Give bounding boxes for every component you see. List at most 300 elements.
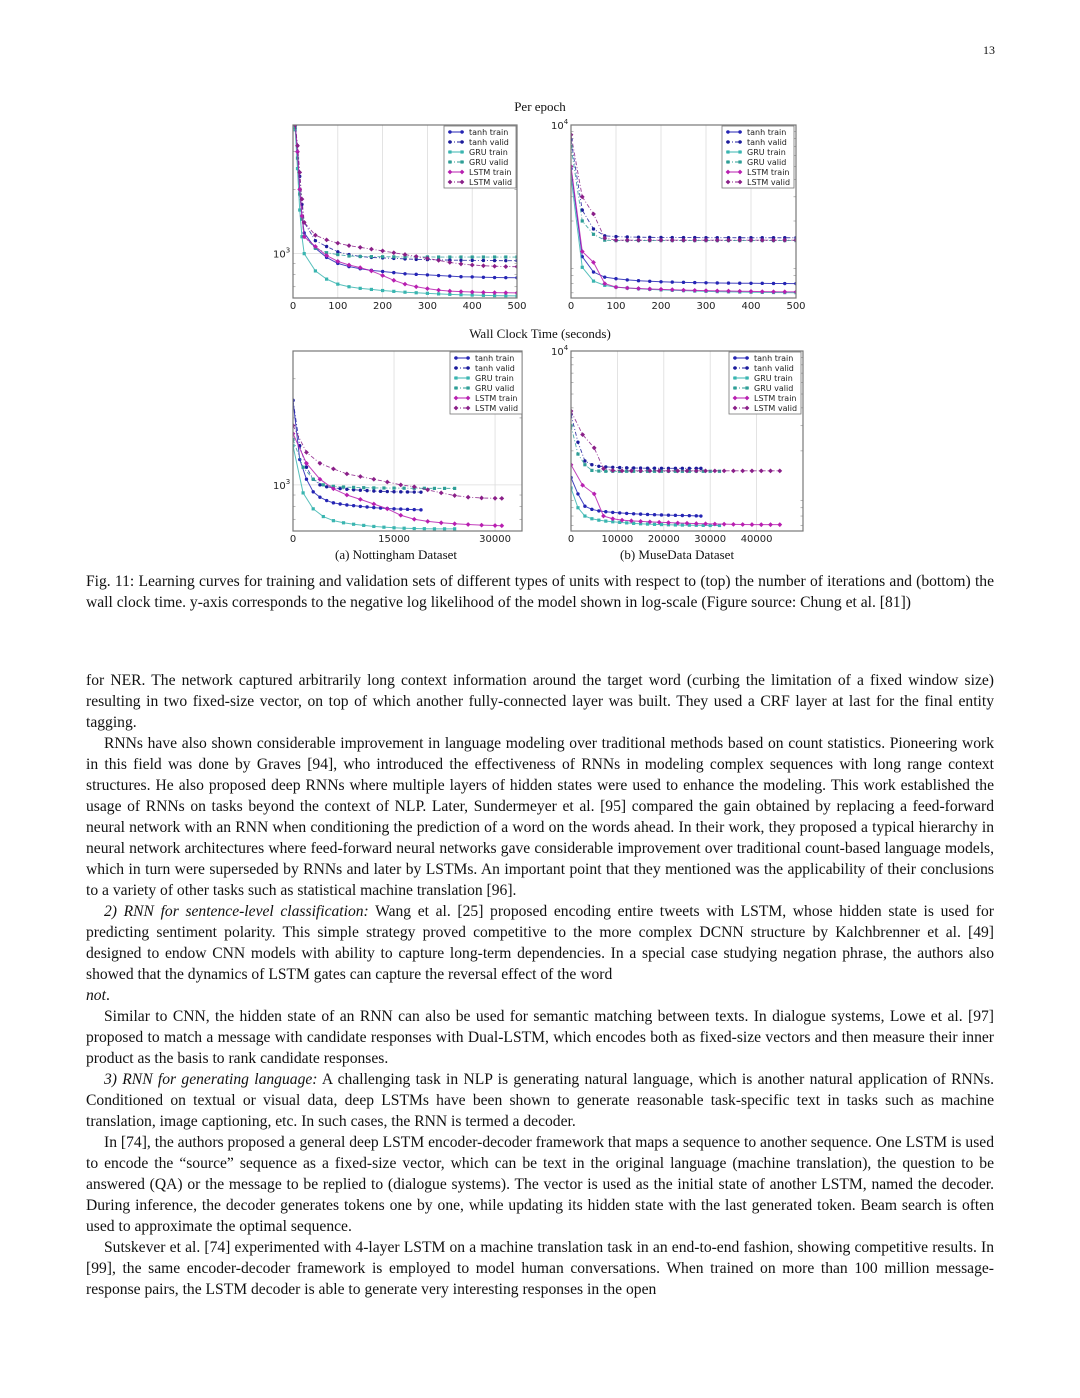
legend-marker xyxy=(454,356,457,359)
data-point-tanh-valid xyxy=(625,466,628,469)
legend-marker xyxy=(448,130,451,133)
data-point-lstm-train xyxy=(470,290,475,295)
data-point-lstm-train xyxy=(726,289,731,294)
data-point-lstm-train xyxy=(704,288,709,293)
data-point-tanh-valid xyxy=(493,259,496,262)
data-point-tanh-train xyxy=(359,505,362,508)
data-point-tanh-valid xyxy=(406,490,409,493)
data-point-lstm-valid xyxy=(439,490,444,495)
data-point-tanh-train xyxy=(625,512,628,515)
data-point-tanh-valid xyxy=(688,467,691,470)
data-point-tanh-train xyxy=(471,275,474,278)
data-point-lstm-valid xyxy=(749,238,754,243)
data-point-gru-train xyxy=(382,526,385,529)
data-point-lstm-valid xyxy=(659,238,664,243)
data-point-tanh-train xyxy=(681,514,684,517)
data-point-lstm-train xyxy=(670,287,675,292)
data-point-lstm-train xyxy=(759,522,764,527)
legend-label: GRU valid xyxy=(754,384,794,393)
body-text xyxy=(86,670,994,1300)
data-point-tanh-train xyxy=(648,280,651,283)
data-point-tanh-train xyxy=(437,274,440,277)
data-point-gru-train xyxy=(392,526,395,529)
data-point-tanh-train xyxy=(312,490,315,493)
data-point-tanh-valid xyxy=(699,467,702,470)
x-tick-label: 0 xyxy=(289,534,297,545)
section-heading: 2) RNN for sentence-level classification: xyxy=(104,903,369,920)
data-point-tanh-train xyxy=(381,270,384,273)
data-point-gru-valid xyxy=(590,469,593,472)
data-point-lstm-valid xyxy=(722,468,727,473)
chart-nottingham-wallclock xyxy=(273,351,522,545)
y-tick-label: $10^3$ xyxy=(273,477,291,492)
data-point-tanh-train xyxy=(695,514,698,517)
figure-caption: Fig. 11: Learning curves for training and validation sets of different types of units with respect to (top) the number of iterations and (bottom) the wall clock time. y-axis corresponds to the negative log likelihood of the model shown in log-scale (Figure source: Chung et al. [81]) xyxy=(86,573,994,611)
paragraph: Similar to CNN, the hidden state of an RNN can also be used for semantic matching between texts. In dialogue systems, Lowe et al. [97] proposed to match a message with candidate responses with Dual-LSTM, which encodes both as fixed-size vectors and then measure their inner product as the basis to rank candidate responses. xyxy=(86,1008,994,1067)
data-point-gru-valid xyxy=(336,253,339,256)
data-point-tanh-train xyxy=(338,502,341,505)
chart-nottingham-epoch xyxy=(273,123,527,312)
data-point-lstm-train xyxy=(425,519,430,524)
legend-marker xyxy=(745,376,748,379)
data-point-lstm-valid xyxy=(704,238,709,243)
data-point-gru-valid xyxy=(370,255,373,258)
data-point-tanh-valid xyxy=(653,467,656,470)
data-point-gru-train xyxy=(314,269,317,272)
legend-marker xyxy=(726,140,729,143)
data-point-tanh-train xyxy=(699,514,702,517)
data-point-tanh-valid xyxy=(314,239,317,242)
legend-marker xyxy=(726,150,729,153)
data-point-gru-valid xyxy=(493,255,496,258)
data-point-lstm-train xyxy=(466,522,471,527)
data-point-lstm-train xyxy=(610,516,615,521)
data-point-gru-train xyxy=(413,527,416,530)
data-point-gru-train xyxy=(372,525,375,528)
data-point-gru-valid xyxy=(482,255,485,258)
data-point-lstm-valid xyxy=(447,260,452,265)
legend-marker xyxy=(460,140,463,143)
data-point-lstm-valid xyxy=(324,237,329,242)
legend-marker xyxy=(454,376,457,379)
data-point-gru-train xyxy=(433,527,436,530)
data-point-gru-train xyxy=(359,287,362,290)
data-point-lstm-valid xyxy=(647,238,652,243)
data-point-lstm-train xyxy=(481,290,486,295)
data-point-lstm-valid xyxy=(592,445,597,450)
data-point-gru-train xyxy=(392,290,395,293)
data-point-lstm-valid xyxy=(670,238,675,243)
paragraph: Sutskever et al. [74] experimented with 4-layer LSTM on a machine translation task in an end-to-end fashion, showing competitive results. In [99], the same encoder-decoder framework is employed to model human conversations. When trained on more than 100 million message-response pairs, the LSTM decoder is able to generate very interesting responses in the open xyxy=(86,1239,994,1298)
x-tick-label: 0 xyxy=(289,301,297,312)
data-point-tanh-valid xyxy=(576,441,579,444)
data-point-gru-train xyxy=(332,519,335,522)
data-point-tanh-train xyxy=(305,478,308,481)
data-point-lstm-valid xyxy=(347,243,352,248)
data-point-lstm-train xyxy=(436,288,441,293)
data-point-tanh-valid xyxy=(646,466,649,469)
data-point-gru-valid xyxy=(392,486,395,489)
x-tick-label: 200 xyxy=(651,301,671,312)
data-point-gru-valid xyxy=(352,486,355,489)
data-point-lstm-train xyxy=(715,288,720,293)
data-point-lstm-valid xyxy=(760,238,765,243)
data-point-tanh-valid xyxy=(681,467,684,470)
data-point-lstm-train xyxy=(412,517,417,522)
data-point-lstm-train xyxy=(479,523,484,528)
data-point-tanh-valid xyxy=(338,487,341,490)
data-point-tanh-train xyxy=(716,281,719,284)
legend-label: tanh train xyxy=(475,354,515,363)
data-point-lstm-valid xyxy=(750,468,755,473)
data-point-gru-train xyxy=(592,280,595,283)
legend-marker xyxy=(745,366,748,369)
legend-label: tanh valid xyxy=(747,138,787,147)
data-point-lstm-train xyxy=(731,522,736,527)
legend-label: tanh valid xyxy=(475,364,515,373)
data-point-gru-valid xyxy=(342,485,345,488)
paragraph-section-2 xyxy=(86,901,994,1006)
data-point-lstm-valid xyxy=(403,252,408,257)
x-tick-label: 500 xyxy=(786,301,806,312)
data-point-lstm-valid xyxy=(466,495,471,500)
legend-label: GRU train xyxy=(469,148,508,157)
data-point-tanh-valid xyxy=(413,490,416,493)
data-point-gru-valid xyxy=(504,255,507,258)
paragraph: In [74], the authors proposed a general deep LSTM encoder-decoder framework that maps a sequence to another sequence. One LSTM is used to encode the “source” sequence as a fixed-size vector, which can be text in the original language (machine translation), the question to be answered (QA) or the message to be replied to (dialogue systems). The vector is used as the initial state of another LSTM, named the decoder. During inference, the decoder generates tokens one by one, while updating its hidden state with the last generated token. Beam search is often used to approximate the optimal sequence. xyxy=(86,1134,994,1235)
data-point-tanh-valid xyxy=(325,245,328,248)
data-point-tanh-train xyxy=(590,508,593,511)
legend-label: LSTM valid xyxy=(469,178,513,187)
x-tick-label: 400 xyxy=(741,301,761,312)
legend-marker xyxy=(733,386,736,389)
data-point-tanh-train xyxy=(603,275,606,278)
figure-bottom-title: Wall Clock Time (seconds) xyxy=(469,326,611,341)
paragraph-text: . xyxy=(105,987,110,1004)
data-point-tanh-train xyxy=(614,277,617,280)
data-point-tanh-train xyxy=(419,508,422,511)
data-point-tanh-train xyxy=(318,495,321,498)
data-point-lstm-valid xyxy=(459,262,464,267)
data-point-tanh-valid xyxy=(660,467,663,470)
data-point-lstm-train xyxy=(659,287,664,292)
data-point-lstm-valid xyxy=(768,468,773,473)
data-point-lstm-train xyxy=(638,519,643,524)
data-point-tanh-train xyxy=(493,276,496,279)
data-point-tanh-valid xyxy=(399,490,402,493)
data-point-tanh-valid xyxy=(597,465,600,468)
legend-marker xyxy=(733,376,736,379)
data-point-tanh-train xyxy=(674,514,677,517)
data-point-tanh-train xyxy=(738,281,741,284)
legend-marker xyxy=(466,376,469,379)
data-point-lstm-valid xyxy=(371,477,376,482)
series-line-tanh-train xyxy=(293,400,421,510)
data-point-gru-valid xyxy=(597,469,600,472)
data-point-lstm-train xyxy=(459,289,464,294)
data-point-tanh-valid xyxy=(459,259,462,262)
x-tick-label: 400 xyxy=(462,301,482,312)
data-point-gru-valid xyxy=(592,233,595,236)
data-point-lstm-valid xyxy=(344,472,349,477)
legend-label: GRU valid xyxy=(469,158,509,167)
data-point-lstm-train xyxy=(760,289,765,294)
data-point-gru-train xyxy=(322,515,325,518)
data-point-gru-train xyxy=(312,507,315,510)
data-point-lstm-train xyxy=(499,523,504,528)
x-tick-label: 100 xyxy=(606,301,626,312)
x-tick-label: 300 xyxy=(696,301,716,312)
data-point-lstm-train xyxy=(369,269,374,274)
legend-marker xyxy=(460,150,463,153)
data-point-gru-train xyxy=(303,252,306,255)
data-point-gru-train xyxy=(653,523,656,526)
data-point-tanh-valid xyxy=(372,489,375,492)
legend-marker xyxy=(733,356,736,359)
data-point-lstm-train xyxy=(295,149,300,154)
data-point-tanh-valid xyxy=(592,227,595,230)
data-point-lstm-valid xyxy=(470,263,475,268)
data-point-lstm-valid xyxy=(625,238,630,243)
data-point-lstm-valid xyxy=(358,474,363,479)
data-point-tanh-train xyxy=(667,513,670,516)
data-point-lstm-valid xyxy=(436,258,441,263)
legend-marker xyxy=(466,386,469,389)
data-point-lstm-valid xyxy=(358,245,363,250)
data-point-tanh-train xyxy=(704,281,707,284)
data-point-tanh-train xyxy=(332,501,335,504)
data-point-lstm-train xyxy=(737,289,742,294)
legend-marker xyxy=(460,130,463,133)
x-tick-label: 100 xyxy=(328,301,348,312)
data-point-gru-valid xyxy=(312,478,315,481)
data-point-gru-train xyxy=(403,527,406,530)
data-point-gru-train xyxy=(443,527,446,530)
data-point-lstm-valid xyxy=(503,264,508,269)
data-point-tanh-train xyxy=(583,505,586,508)
legend-marker xyxy=(466,366,469,369)
data-point-tanh-train xyxy=(392,507,395,510)
data-point-gru-train xyxy=(415,291,418,294)
data-point-gru-train xyxy=(597,519,600,522)
paragraph-text: A challenging task in NLP is generating natural language, which is another natural application of RNNs. Conditioned on textual or visual data, deep LSTMs have been shown to generate reasonable task-specific text in tasks such as machine translation, image captioning, etc. In such cases, the RNN is termed a decoder. xyxy=(86,1071,994,1130)
data-point-lstm-train xyxy=(749,289,754,294)
data-point-gru-train xyxy=(590,517,593,520)
data-point-lstm-valid xyxy=(313,233,318,238)
legend-label: LSTM train xyxy=(747,168,790,177)
data-point-lstm-train xyxy=(414,284,419,289)
data-point-lstm-train xyxy=(358,497,363,502)
legend-label: GRU valid xyxy=(747,158,787,167)
x-tick-label: 500 xyxy=(507,301,527,312)
legend-marker xyxy=(726,130,729,133)
data-point-gru-valid xyxy=(443,487,446,490)
data-point-tanh-train xyxy=(632,512,635,515)
data-point-tanh-train xyxy=(415,273,418,276)
data-point-gru-valid xyxy=(359,255,362,258)
data-point-tanh-train xyxy=(682,281,685,284)
legend-marker xyxy=(466,356,469,359)
data-point-tanh-valid xyxy=(379,490,382,493)
data-point-tanh-train xyxy=(392,271,395,274)
data-point-tanh-train xyxy=(459,275,462,278)
data-point-lstm-valid xyxy=(304,450,309,455)
data-point-lstm-train xyxy=(380,273,385,278)
x-tick-label: 200 xyxy=(373,301,393,312)
data-point-lstm-valid xyxy=(335,241,340,246)
data-point-tanh-train xyxy=(637,279,640,282)
data-point-lstm-train xyxy=(601,514,606,519)
data-point-tanh-train xyxy=(576,492,579,495)
data-point-lstm-valid xyxy=(385,480,390,485)
data-point-tanh-train xyxy=(639,512,642,515)
data-point-lstm-train xyxy=(439,520,444,525)
data-point-tanh-valid xyxy=(419,490,422,493)
legend-label: LSTM valid xyxy=(747,178,791,187)
data-point-lstm-train xyxy=(391,278,396,283)
data-point-tanh-train xyxy=(646,513,649,516)
data-point-gru-valid xyxy=(362,486,365,489)
data-point-gru-train xyxy=(437,292,440,295)
data-point-lstm-train xyxy=(447,289,452,294)
legend-marker xyxy=(448,160,451,163)
data-point-lstm-valid xyxy=(759,468,764,473)
x-tick-label: 10000 xyxy=(601,534,634,545)
legend-marker xyxy=(448,150,451,153)
data-point-gru-train xyxy=(325,278,328,281)
paragraph: for NER. The network captured arbitrarily long context information around the target word (curbing the limitation of a fixed window size) resulting in two fixed-size vector, on top of which another fully-connected layer was built. They used a CRF layer at last for the final entity tagging. xyxy=(86,672,994,731)
data-point-tanh-train xyxy=(660,513,663,516)
data-point-lstm-valid xyxy=(638,468,643,473)
data-point-lstm-train xyxy=(503,290,508,295)
chart-nottingham-epoch xyxy=(0,0,1080,600)
legend-label: GRU train xyxy=(754,374,793,383)
data-point-gru-train xyxy=(362,524,365,527)
paragraph-text: Wang et al. [25] proposed encoding entire tweets with LSTM, whose hidden state is used for predicting sentiment polarity. This simple strategy proved competitive to the more complex DCNN structure by Kalchbrenner et al. [49] designed to endow CNN models with ability to capture long-term dependencies. In a special case studying negation phrase, the authors also showed that the dynamics of LSTM gates can capture the reversal effect of the word xyxy=(86,903,994,983)
data-point-tanh-train xyxy=(426,273,429,276)
data-point-gru-valid xyxy=(392,255,395,258)
data-point-tanh-train xyxy=(448,274,451,277)
data-point-lstm-valid xyxy=(666,468,671,473)
data-point-lstm-train xyxy=(371,502,376,507)
data-point-gru-train xyxy=(681,523,684,526)
data-point-tanh-train xyxy=(688,514,691,517)
legend xyxy=(729,352,801,414)
data-point-tanh-train xyxy=(403,272,406,275)
data-point-gru-train xyxy=(336,283,339,286)
data-point-tanh-train xyxy=(345,503,348,506)
data-point-lstm-train xyxy=(740,522,745,527)
data-point-tanh-train xyxy=(504,276,507,279)
data-point-tanh-train xyxy=(604,510,607,513)
legend xyxy=(722,126,794,188)
data-point-lstm-valid xyxy=(591,212,596,217)
data-point-lstm-valid xyxy=(737,238,742,243)
data-point-gru-train xyxy=(576,506,579,509)
data-point-gru-train xyxy=(370,288,373,291)
data-point-tanh-train xyxy=(772,282,775,285)
data-point-lstm-train xyxy=(722,522,727,527)
data-point-tanh-train xyxy=(653,513,656,516)
data-point-lstm-train xyxy=(614,285,619,290)
data-point-tanh-train xyxy=(727,281,730,284)
series-line-lstm-train xyxy=(293,434,502,526)
data-point-lstm-valid xyxy=(331,466,336,471)
data-point-lstm-train xyxy=(385,506,390,511)
data-point-lstm-train xyxy=(692,288,697,293)
legend-marker xyxy=(738,130,741,133)
data-point-lstm-valid xyxy=(369,247,374,252)
data-point-gru-valid xyxy=(583,463,586,466)
data-point-lstm-train xyxy=(782,289,787,294)
data-point-lstm-valid xyxy=(492,264,497,269)
data-point-tanh-valid xyxy=(614,235,617,238)
data-point-lstm-valid xyxy=(771,238,776,243)
legend-label: LSTM valid xyxy=(475,404,519,413)
legend-marker xyxy=(738,150,741,153)
x-tick-label: 30000 xyxy=(694,534,727,545)
data-point-lstm-valid xyxy=(726,238,731,243)
x-tick-label: 20000 xyxy=(647,534,680,545)
legend-label: GRU train xyxy=(747,148,786,157)
data-point-gru-train xyxy=(453,527,456,530)
legend-marker xyxy=(745,356,748,359)
data-point-tanh-train xyxy=(325,499,328,502)
data-point-gru-train xyxy=(347,285,350,288)
data-point-lstm-valid xyxy=(681,238,686,243)
data-point-lstm-valid xyxy=(414,254,419,259)
data-point-gru-train xyxy=(625,521,628,524)
subcaption-a: (a) Nottingham Dataset xyxy=(335,547,458,562)
data-point-tanh-train xyxy=(365,505,368,508)
data-point-lstm-train xyxy=(493,523,498,528)
data-point-tanh-valid xyxy=(632,466,635,469)
data-point-tanh-train xyxy=(592,270,595,273)
data-point-gru-train xyxy=(403,291,406,294)
data-point-lstm-valid xyxy=(636,238,641,243)
data-point-tanh-train xyxy=(413,508,416,511)
data-point-lstm-valid xyxy=(692,238,697,243)
data-point-gru-valid xyxy=(433,487,436,490)
data-point-lstm-train xyxy=(492,290,497,295)
y-tick-label: $10^4$ xyxy=(551,344,569,358)
data-point-tanh-train xyxy=(626,278,629,281)
legend-label: tanh train xyxy=(754,354,794,363)
legend-marker xyxy=(738,160,741,163)
data-point-tanh-train xyxy=(671,280,674,283)
data-point-tanh-train xyxy=(611,511,614,514)
legend-label: GRU train xyxy=(475,374,514,383)
data-point-lstm-valid xyxy=(481,263,486,268)
data-point-gru-valid xyxy=(448,255,451,258)
data-point-lstm-valid xyxy=(712,468,717,473)
data-point-gru-valid xyxy=(403,487,406,490)
data-point-tanh-valid xyxy=(365,489,368,492)
data-point-lstm-train xyxy=(681,288,686,293)
data-point-gru-valid xyxy=(581,219,584,222)
data-point-tanh-valid xyxy=(482,259,485,262)
series-line-lstm-valid xyxy=(571,411,780,471)
y-tick-label: $10^4$ xyxy=(551,118,569,132)
data-point-gru-valid xyxy=(453,487,456,490)
data-point-tanh-valid xyxy=(471,259,474,262)
data-point-gru-train xyxy=(302,491,305,494)
data-point-lstm-valid xyxy=(380,248,385,253)
chart-musedata-wallclock xyxy=(551,344,803,545)
legend-marker xyxy=(726,160,729,163)
legend xyxy=(450,352,522,414)
data-point-tanh-valid xyxy=(392,490,395,493)
